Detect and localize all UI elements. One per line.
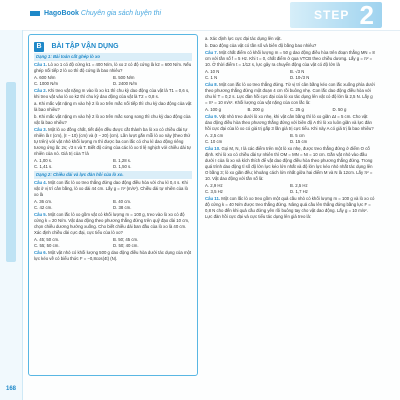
question-text — [34, 212, 192, 236]
question-body: Một con lắc lò xo treo thẳng đứng dao động điều hòa với chu kì 0,4 s. Khi vật ở vị trí cân bằng, lò xo dài 44 cm. Lấy g = π² (m/s²). Chiều dài tự nhiên của lò xo là — [34, 180, 188, 197]
question-body: Một chất điểm có khối lượng m = 50 g dao động điều hòa trên đoạn thẳng MN = 8 cm với tần số f = 5 Hz. Khi t = 0, chất điểm ở qua VTCB theo chiều dương. Lấy g = π² = 10. Ở thời điểm t = 1/12 s, lực gây ra chuyển động của vật có độ lớn là — [205, 50, 375, 67]
brand-name: HagoBook — [43, 10, 79, 17]
question-text — [34, 250, 192, 262]
question-text — [205, 114, 375, 132]
question-body: Một lò xo đồng chất, tiết diện đều được cắt thành ba lò xo có chiều dài tự nhiên là ℓ (cm), (ℓ − 10) (cm) và (ℓ − 20) (cm). Lần lượt gắn mỗi lò xo này (theo thứ tự trên) với vật nhỏ khối lượng m thì được ba con lắc có chu kì dao động riêng tương ứng là: 2s; √3 s và T. Biết độ cứng của các lò xo tỉ lệ nghịch với chiều dài tự nhiên của nó. Giá trị của T là — [34, 127, 191, 156]
answer-options — [205, 107, 375, 113]
question-text — [34, 101, 192, 113]
topic-heading: Dạng 1: Bài toán cắt ghép lò xo — [34, 53, 192, 61]
question-body: Một con lắc lò xo treo thẳng đứng. Từ vị trí cân bằng kéo con lắc xuống phía dưới theo phương thẳng đứng một đoạn 4 cm rồi buông nhẹ. Con lắc dao động điều hòa với chu kì T = 0,2 s. Lực đàn hồi cực đại của lò xo tác dụng lên vật có độ lớn là 2,5 N. Lấy g = π² = 10 m/s². Khối lượng của vật nặng của con lắc là: — [205, 82, 375, 105]
answer-options — [205, 133, 375, 145]
answer-option[interactable]: C. 1000 N/m — [34, 81, 59, 86]
answer-option[interactable]: D. 38 cm. — [113, 205, 132, 210]
answer-options — [34, 75, 192, 87]
question-text — [205, 82, 375, 106]
question-text — [205, 50, 375, 68]
margin-decoration — [6, 82, 16, 262]
question-body: Một con lắc lò xo treo gồm một quả cầu nhỏ có khối lượng m = 100 g và lò xo có độ cứng k = 40 N/m được treo thẳng đứng. Nâng quả cầu lên thẳng đứng bằng lực F = 0,8 N cho đến khi quả cầu đứng yên rồi buông tay cho vật dao động. Lấy g = 10 m/s². Lực đàn hồi cực đại và cực tiểu tác dụng lên giá treo là: — [205, 196, 375, 219]
answer-option[interactable]: A. 100 g — [205, 107, 222, 112]
answer-option[interactable]: A. 10 N — [205, 69, 220, 74]
question-body: Vật nhỏ treo dưới lò xo nhẹ, khi vật cân bằng thì lò xo giãn Δℓ = 5 cm. Cho vật dao động điều hòa theo phương thẳng đứng với biên độ A thì lò xo luôn giãn và lực đàn hồi cực đại của lò xo có giá trị gấp 3 lần giá trị cực tiểu. Khi này A có giá trị là bao nhiêu? — [205, 114, 374, 131]
answer-options — [205, 69, 375, 81]
step-number: 2 — [359, 0, 374, 30]
answer-option[interactable]: A. 2,9 Hz — [205, 183, 223, 188]
question-body: b. Khi mắc vật nặng m vào hệ 2 lò xo trên mắc song song thì chu kỳ dao động của vật là bao nhiêu? — [34, 114, 191, 125]
question-text — [34, 114, 192, 126]
step-badge — [290, 2, 382, 28]
answer-option[interactable]: D. 1,7 Hz — [290, 189, 308, 194]
section-number: B — [34, 42, 44, 52]
answer-option[interactable]: B. 40 cm. — [113, 199, 132, 204]
page-number: 168 — [6, 386, 17, 392]
question-label: Câu 10. — [205, 146, 221, 151]
answer-option[interactable]: C. 1,41 s. — [34, 164, 53, 169]
question-body: Lò xo 1 có độ cứng k1 = 400 N/m, lò xo 2 có độ cứng là k2 = 600 N/m. Nếu ghép nối tiếp 2 lò xo thì độ cứng là bao nhiêu? — [34, 62, 192, 73]
answer-option[interactable]: C. 3,5 Hz — [205, 189, 223, 194]
question-text — [34, 180, 192, 198]
question-body: a. Xác định lực cực đại tác dụng lên vật. — [205, 36, 282, 41]
question-text — [205, 146, 375, 182]
answer-options — [34, 237, 192, 249]
answer-option[interactable]: D. 2400 N/m — [113, 81, 138, 86]
question-text — [205, 196, 375, 220]
question-label: Câu 2. — [34, 88, 47, 93]
answer-option[interactable]: D. 1,50 s. — [113, 164, 132, 169]
question-text — [34, 127, 192, 157]
question-label: Câu 5. — [34, 212, 47, 217]
question-text — [205, 36, 375, 42]
answer-option[interactable]: A. 2,5 cm — [205, 133, 224, 138]
answer-options — [34, 199, 192, 211]
answer-options — [34, 158, 192, 170]
answer-option[interactable]: B. 2,5 Hz — [290, 183, 308, 188]
answer-option[interactable]: D. 15 cm — [290, 139, 308, 144]
brand — [30, 10, 161, 17]
question-body: Gọi M, N, I là các điểm trên một lò xo nhẹ, được treo thẳng đứng ở điểm O cố định. Khi lò xo có chiều dài tự nhiên thì OM = MN = NI = 10 cm. Gắn vật nhỏ vào đầu dưới I của lò xo và kích thích để vật dao động điều hòa theo phương thẳng đứng. Trong quá trình dao động tỉ số độ lớn lực kéo lớn nhất và độ lớn lực kéo nhỏ nhất tác dụng lên O bằng 3; lò xo giãn đều; khoảng cách lớn nhất giữa hai điểm M và N là 12cm. Lấy π² = 10. Vật dao động với tần số là: — [205, 146, 373, 181]
question-body: Một con lắc lò xo gồm vật có khối lượng m = 100 g, treo vào lò xo có độ cứng k = 20 N/m. Vật dao động theo phương thẳng đứng trên quỹ đạo dài 10 cm, chọn chiều dương hướng xuống. Cho biết chiều dài ban đầu của lò xo là 40 cm. Xác định chiều dài cực đại, cực tiểu của lò xo? — [34, 212, 190, 235]
question-label: Câu 6. — [34, 250, 47, 255]
answer-option[interactable]: C. 1 N — [205, 75, 218, 80]
question-label: Câu 7. — [205, 50, 218, 55]
answer-option[interactable]: B. 5 cm — [290, 133, 305, 138]
answer-option[interactable]: D. 50 g — [332, 107, 347, 112]
left-margin-bar — [0, 30, 23, 400]
answer-option[interactable]: C. 42 cm. — [34, 205, 53, 210]
answer-options — [205, 183, 375, 195]
question-body: b. Dao động của vật có tần số và biên độ bằng bao nhiêu? — [205, 43, 317, 48]
answer-option[interactable]: A. 600 N/m — [34, 75, 56, 80]
question-label: Câu 3. — [34, 127, 47, 132]
question-label: Câu 8. — [205, 82, 218, 87]
answer-option[interactable]: C. 25 g — [290, 107, 304, 112]
section-title — [34, 38, 184, 49]
question-text — [34, 62, 192, 74]
question-body: Khi treo vật nặng m vào lò xo k1 thì chu kỳ dao động của vật là T1 = 0,6 s, khi treo vật vào lò xo k2 thì chu kỳ dao động của vật là T2 = 0,8 s. — [34, 88, 190, 99]
answer-option[interactable]: B. 1,28 s. — [113, 158, 132, 163]
answer-option[interactable]: A. 45; 50 cm. — [34, 237, 60, 242]
question-label: Câu 1. — [34, 62, 47, 67]
brand-tagline: Chuyên gia sách luyện thi — [80, 10, 162, 17]
question-text — [34, 88, 192, 100]
question-label: Câu 9. — [205, 114, 218, 119]
topic-heading: Dạng 2: Chiều dài và lực đàn hồi của lò xo. — [34, 171, 192, 179]
answer-option[interactable]: B. √3 N — [290, 69, 305, 74]
answer-option[interactable]: D. 10√3 N — [290, 75, 310, 80]
page-header — [0, 0, 400, 31]
right-column — [205, 36, 375, 221]
answer-option[interactable]: B. 500 N/m — [113, 75, 135, 80]
answer-option[interactable]: D. 50; 40 cm. — [113, 243, 139, 248]
answer-option[interactable]: C. 10 cm — [205, 139, 223, 144]
question-body: Một vật nhỏ có khối lượng 500 g dao động điều hòa dưới tác dụng của một lực kéo về có biểu thức F = −0,8cos(4t) (N). — [34, 250, 192, 261]
step-label: STEP — [314, 8, 350, 22]
answer-option[interactable]: A. 36 cm. — [34, 199, 53, 204]
question-text — [205, 43, 375, 49]
question-label: Câu 11. — [205, 196, 221, 201]
answer-option[interactable]: B. 50; 45 cm. — [113, 237, 139, 242]
left-column — [34, 52, 192, 263]
answer-option[interactable]: A. 1,00 s. — [34, 158, 53, 163]
question-body: a. Khi mắc vật nặng m vào hệ 2 lò xo trên mắc nối tiếp thì chu kỳ dao động của vật là bao nhiêu? — [34, 101, 192, 112]
section-heading: BÀI TẬP VẬN DỤNG — [51, 43, 119, 51]
brand-logo-icon — [30, 11, 40, 16]
answer-option[interactable]: C. 55; 50 cm. — [34, 243, 60, 248]
question-label: Câu 4. — [34, 180, 47, 185]
answer-option[interactable]: B. 200 g — [247, 107, 264, 112]
